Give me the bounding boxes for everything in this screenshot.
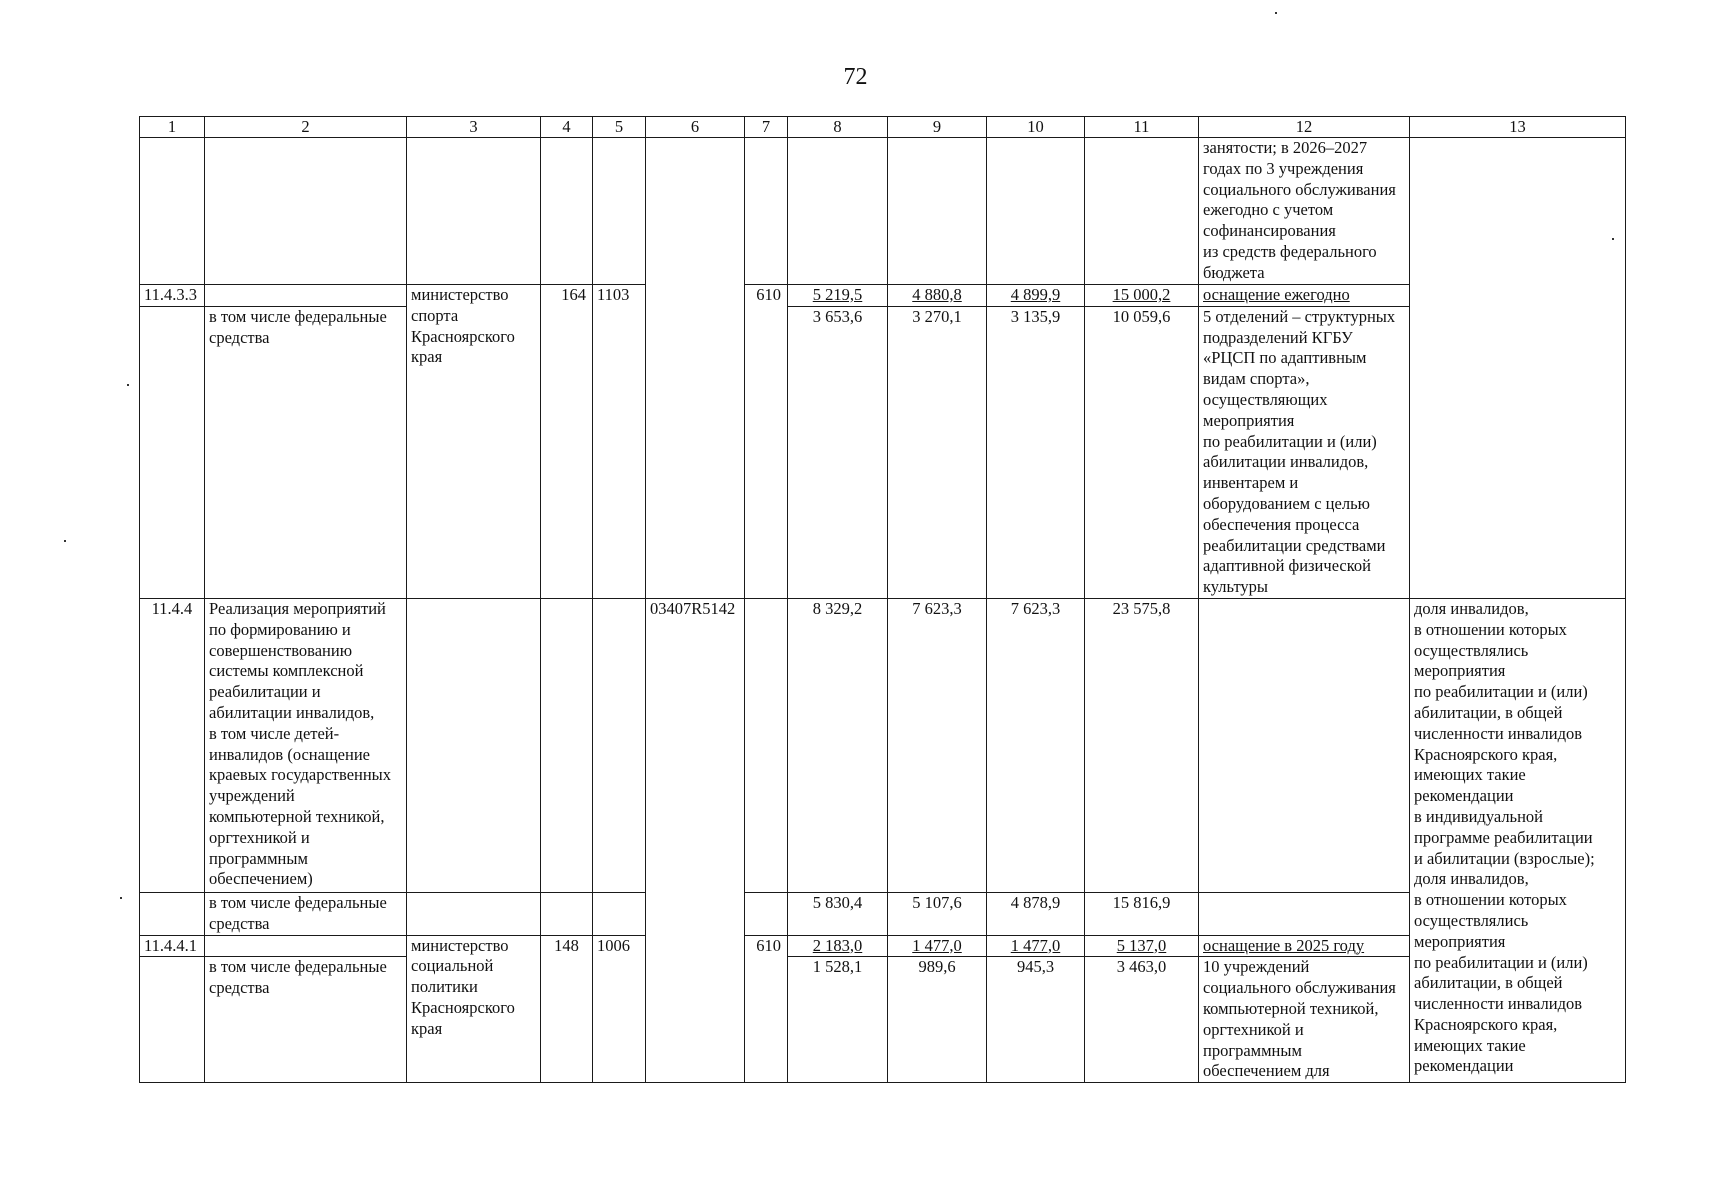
cell [593,138,646,285]
value-2027: 4 878,9 [987,892,1085,935]
value-2026: 5 107,6 [888,892,987,935]
cell [205,285,407,307]
cell [888,138,987,285]
value-2027: 945,3 [987,957,1085,1083]
row-code: 11.4.4.1 [140,935,205,957]
scan-speck [64,540,66,542]
scan-speck [127,384,129,386]
responsible-ministry: министерство социальной политики Красноярского края [407,935,541,1083]
value-2026: 4 880,8 [888,285,987,307]
value-2025: 3 653,6 [788,306,888,598]
cell [646,138,745,599]
column-header: 1 [140,117,205,138]
value-2025: 5 830,4 [788,892,888,935]
cell [205,138,407,285]
code-col7: 610 [745,935,788,1083]
row-code: 11.4.4 [140,598,205,892]
page-number: 72 [843,64,868,90]
table-row [140,892,1626,935]
cell [788,138,888,285]
cell [407,138,541,285]
column-header: 7 [745,117,788,138]
cell [541,892,593,935]
cell [205,935,407,957]
measure-description: оснащение в 2025 году [1199,935,1410,957]
column-header: 9 [888,117,987,138]
cell [987,138,1085,285]
value-2025: 2 183,0 [788,935,888,957]
column-header: 3 [407,117,541,138]
table-row [140,138,1626,285]
cell [541,138,593,285]
cell [593,598,646,892]
table-row [140,935,1626,957]
code-col5: 1103 [593,285,646,599]
value-total: 10 059,6 [1085,306,1199,598]
budget-table [139,116,1626,1083]
code-col5: 1006 [593,935,646,1083]
table-row [140,957,1626,1083]
row-label: в том числе федеральные средства [205,306,407,598]
table-row [140,598,1626,892]
cell [541,598,593,892]
column-header: 11 [1085,117,1199,138]
column-header: 5 [593,117,646,138]
cell [1085,138,1199,285]
cell [140,306,205,598]
value-total: 15 000,2 [1085,285,1199,307]
scan-speck [1612,238,1614,240]
column-header: 2 [205,117,407,138]
target-indicator: доля инвалидов, в отношении которых осуществлялись мероприятия по реабилитации и (или) абилитации, в общей численности инвалидов Красноярского края, имеющих такие рекомендации в индивидуальной программе реабилитации и абилитации (взрослые); доля инвалидов, в отношении которых осуществлялись мероприятия по реабилитации и (или) абилитации, в общей численности инвалидов Красноярского края, имеющих такие рекомендации [1410,598,1626,1082]
measure-name: Реализация мероприятий по формированию и совершенствованию системы комплексной реабилитации и абилитации инвалидов, в том числе детей- инвалидов (оснащение краевых государственных учреждений компьютерной техникой, оргтехникой и программным обеспечением) [205,598,407,892]
table-row [140,306,1626,598]
scan-speck [1275,12,1277,14]
value-total: 23 575,8 [1085,598,1199,892]
measure-description: занятости; в 2026–2027 годах по 3 учреждения социального обслуживания ежегодно с учетом софинансирования из средств федерального бюджета [1199,138,1410,285]
value-2026: 1 477,0 [888,935,987,957]
column-header: 6 [646,117,745,138]
column-number-row [140,117,1626,138]
value-2026: 989,6 [888,957,987,1083]
measure-description: 10 учреждений социального обслуживания компьютерной техникой, оргтехникой и программным обеспечением для [1199,957,1410,1083]
cell [140,138,205,285]
value-total: 3 463,0 [1085,957,1199,1083]
value-2025: 1 528,1 [788,957,888,1083]
cell [745,598,788,892]
table-row [140,285,1626,307]
cell [745,892,788,935]
code-col7: 610 [745,285,788,599]
code-col4: 148 [541,935,593,1083]
responsible-ministry: министерство спорта Красноярского края [407,285,541,599]
column-header: 4 [541,117,593,138]
cell [745,138,788,285]
value-2025: 8 329,2 [788,598,888,892]
value-2027: 3 135,9 [987,306,1085,598]
row-label: в том числе федеральные средства [205,892,407,935]
cell [1199,892,1410,935]
value-2027: 1 477,0 [987,935,1085,957]
cell [1199,598,1410,892]
value-2027: 7 623,3 [987,598,1085,892]
value-2025: 5 219,5 [788,285,888,307]
measure-description: 5 отделений – структурных подразделений КГБУ «РЦСП по адаптивным видам спорта», осуществляющих мероприятия по реабилитации и (или) абилитации инвалидов, инвентарем и оборудованием с целью обеспечения процесса реабилитации средствами адаптивной физической культуры [1199,306,1410,598]
column-header: 10 [987,117,1085,138]
budget-classification-code: 03407R5142 [646,598,745,1082]
row-code: 11.4.3.3 [140,285,205,307]
scan-speck [120,897,122,899]
value-total: 5 137,0 [1085,935,1199,957]
cell [593,892,646,935]
cell [140,892,205,935]
value-2027: 4 899,9 [987,285,1085,307]
value-total: 15 816,9 [1085,892,1199,935]
row-label: в том числе федеральные средства [205,957,407,1083]
value-2026: 3 270,1 [888,306,987,598]
column-header: 12 [1199,117,1410,138]
column-header: 13 [1410,117,1626,138]
cell [1410,138,1626,599]
cell [407,598,541,892]
value-2026: 7 623,3 [888,598,987,892]
measure-description: оснащение ежегодно [1199,285,1410,307]
cell [407,892,541,935]
code-col4: 164 [541,285,593,599]
column-header: 8 [788,117,888,138]
cell [140,957,205,1083]
